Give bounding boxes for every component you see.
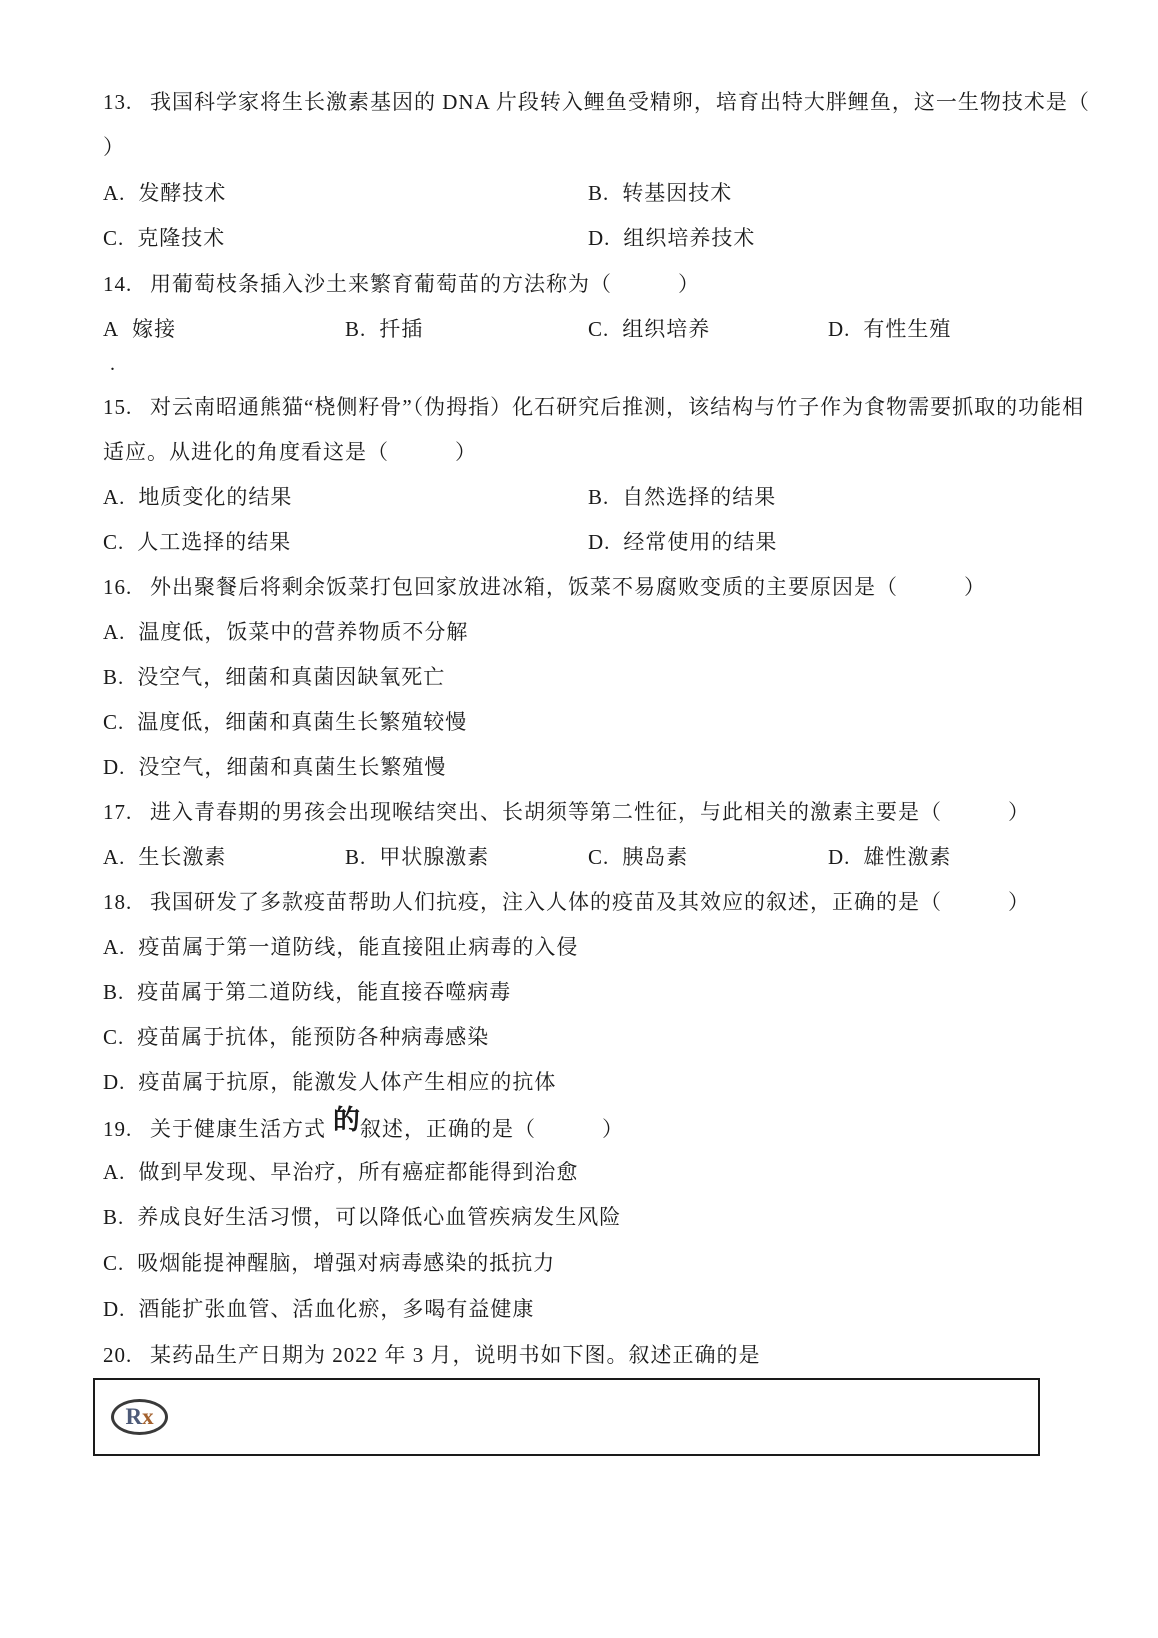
question-19-stem — [0, 1105, 1158, 1141]
question-16-text: 外出聚餐后将剩余饭菜打包回家放进冰箱，饭菜不易腐败变质的主要原因是（ ） — [150, 575, 986, 599]
option-17-d: D. 雄性激素 — [828, 845, 952, 869]
option-13-a: A. 发酵技术 — [103, 181, 227, 205]
option-15-d: D. 经常使用的结果 — [588, 530, 778, 554]
question-19-large-de-character: 的 — [333, 1105, 360, 1135]
option-13-b: B. 转基因技术 — [588, 181, 733, 205]
option-19-a: A. 做到早发现、早治疗，所有癌症都能得到治愈 — [103, 1160, 579, 1184]
question-14-options-row — [0, 317, 1158, 341]
option-18-a: A. 疫苗属于第一道防线，能直接阻止病毒的入侵 — [103, 935, 579, 959]
rx-prescription-icon: Rx — [111, 1399, 168, 1435]
option-13-d: D. 组织培养技术 — [588, 226, 756, 250]
option-16-d: D. 没空气，细菌和真菌生长繁殖慢 — [103, 755, 447, 779]
question-15-stem-line-1 — [0, 395, 1158, 419]
question-15-options-row-2 — [0, 530, 1158, 554]
option-17-c: C. 胰岛素 — [588, 845, 689, 869]
option-14-b: B. 扦插 — [345, 317, 424, 341]
stray-period-mark: . — [110, 353, 116, 375]
question-15-number: 15. — [103, 395, 133, 419]
option-14-a: A 嫁接 — [103, 317, 177, 341]
question-18-text: 我国研发了多款疫苗帮助人们抗疫，注入人体的疫苗及其效应的叙述，正确的是（ ） — [150, 890, 1030, 914]
question-15-text: 对云南昭通熊猫“桡侧籽骨”（伪拇指）化石研究后推测，该结构与竹子作为食物需要抓取的功能相 — [150, 395, 1085, 419]
question-13-stem-line-1 — [0, 90, 1158, 114]
option-14-c: C. 组织培养 — [588, 317, 711, 341]
question-14-number: 14. — [103, 272, 133, 296]
question-20-stem — [0, 1343, 1158, 1367]
question-20-number: 20. — [103, 1343, 133, 1367]
question-14-text: 用葡萄枝条插入沙土来繁育葡萄苗的方法称为（ ） — [150, 272, 700, 296]
question-15-options-row-1 — [0, 485, 1158, 509]
option-14-d: D. 有性生殖 — [828, 317, 952, 341]
option-18-d: D. 疫苗属于抗原，能激发人体产生相应的抗体 — [103, 1070, 557, 1094]
question-15-text-cont: 适应。从进化的角度看这是（ ） — [103, 440, 477, 464]
question-17-stem — [0, 800, 1158, 824]
question-19-number: 19. — [103, 1117, 133, 1141]
question-13-options-row-2 — [0, 226, 1158, 250]
option-15-a: A. 地质变化的结果 — [103, 485, 293, 509]
option-16-b: B. 没空气，细菌和真菌因缺氧死亡 — [103, 665, 446, 689]
option-19-d: D. 酒能扩张血管、活血化瘀，多喝有益健康 — [103, 1297, 535, 1321]
question-18-stem — [0, 890, 1158, 914]
option-15-c: C. 人工选择的结果 — [103, 530, 292, 554]
option-19-c: C. 吸烟能提神醒脑，增强对病毒感染的抵抗力 — [103, 1251, 556, 1275]
option-19-b: B. 养成良好生活习惯，可以降低心血管疾病发生风险 — [103, 1205, 622, 1229]
option-13-c: C. 克隆技术 — [103, 226, 226, 250]
option-16-c: C. 温度低，细菌和真菌生长繁殖较慢 — [103, 710, 468, 734]
question-14-stem — [0, 272, 1158, 296]
question-13-number: 13. — [103, 90, 133, 114]
drug-instructions-figure — [93, 1378, 1040, 1456]
option-16-a: A. 温度低，饭菜中的营养物质不分解 — [103, 620, 469, 644]
question-15-stem-line-2 — [0, 440, 1158, 464]
question-17-options-row — [0, 845, 1158, 869]
question-13-options-row-1 — [0, 181, 1158, 205]
question-17-text: 进入青春期的男孩会出现喉结突出、长胡须等第二性征，与此相关的激素主要是（ ） — [150, 800, 1030, 824]
option-18-c: C. 疫苗属于抗体，能预防各种病毒感染 — [103, 1025, 490, 1049]
question-19-text-post: 叙述，正确的是（ ） — [360, 1117, 624, 1141]
question-18-number: 18. — [103, 890, 133, 914]
option-18-b: B. 疫苗属于第二道防线，能直接吞噬病毒 — [103, 980, 512, 1004]
question-17-number: 17. — [103, 800, 133, 824]
question-19-text-pre: 关于健康生活方式 — [150, 1117, 326, 1141]
option-17-a: A. 生长激素 — [103, 845, 227, 869]
question-16-stem — [0, 575, 1158, 599]
question-20-text: 某药品生产日期为 2022 年 3 月，说明书如下图。叙述正确的是 — [150, 1343, 761, 1367]
question-13-stem-line-2 — [0, 135, 1158, 159]
option-17-b: B. 甲状腺激素 — [345, 845, 490, 869]
question-16-number: 16. — [103, 575, 133, 599]
option-15-b: B. 自然选择的结果 — [588, 485, 777, 509]
question-13-text-cont: ） — [103, 135, 125, 159]
question-13-text: 我国科学家将生长激素基因的 DNA 片段转入鲤鱼受精卵，培育出特大胖鲤鱼，这一生物技术是（ — [150, 90, 1090, 114]
